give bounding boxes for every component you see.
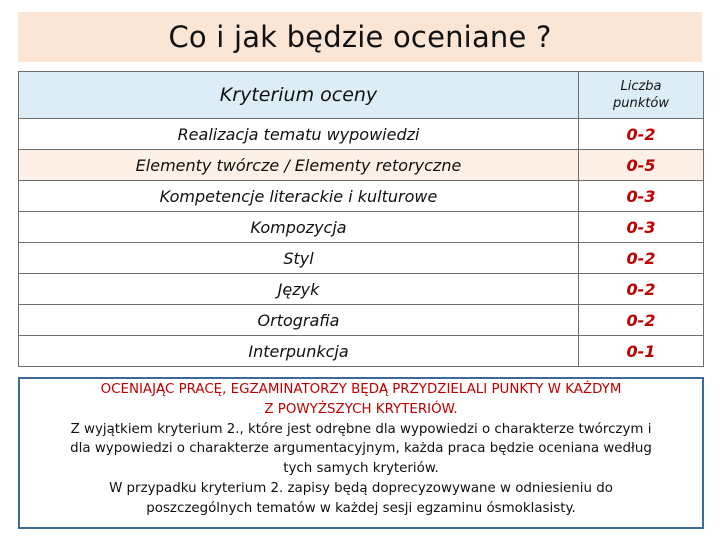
criterion-cell: Język: [19, 274, 579, 305]
table-row: [19, 274, 704, 305]
criterion-cell: Interpunkcja: [19, 336, 579, 367]
points-cell: 0-2: [579, 119, 704, 150]
note-text-line: W przypadku kryterium 2. zapisy będą doprecyzowywane w odniesieniu do: [109, 480, 613, 496]
table-row: [19, 119, 704, 150]
note-text-line: poszczególnych tematów w każdej sesji egzaminu ósmoklasisty.: [146, 500, 576, 516]
points-cell: 0-2: [579, 305, 704, 336]
table-row: [19, 243, 704, 274]
criterion-cell: Kompozycja: [19, 212, 579, 243]
note-text-line: dla wypowiedzi o charakterze argumentacyjnym, każda praca będzie oceniana według: [70, 441, 652, 457]
table-row: [19, 336, 704, 367]
title-banner: [18, 12, 702, 62]
points-cell: 0-1: [579, 336, 704, 367]
table-row: [19, 305, 704, 336]
table-header-row: [19, 72, 704, 119]
table-row: [19, 212, 704, 243]
points-cell: 0-2: [579, 274, 704, 305]
criterion-cell: Kompetencje literackie i kulturowe: [19, 181, 579, 212]
note-warning-line: Z POWYŻSZYCH KRYTERIÓW.: [264, 401, 458, 417]
points-cell: 0-3: [579, 181, 704, 212]
header-points-label: Liczba punktów: [613, 79, 669, 111]
criterion-cell: Ortografia: [19, 305, 579, 336]
criterion-cell: Styl: [19, 243, 579, 274]
header-points: [579, 72, 704, 119]
page-title: Co i jak będzie oceniane ?: [168, 20, 552, 54]
table-row: [19, 150, 704, 181]
criterion-cell: Elementy twórcze / Elementy retoryczne: [19, 150, 579, 181]
points-cell: 0-5: [579, 150, 704, 181]
criteria-table: [18, 71, 704, 367]
note-warning-line: OCENIAJĄC PRACĘ, EGZAMINATORZY BĘDĄ PRZYDZIELALI PUNKTY W KAŻDYM: [100, 382, 622, 397]
points-cell: 0-3: [579, 212, 704, 243]
note-text-line: tych samych kryteriów.: [283, 461, 439, 477]
scoring-note-box: [18, 377, 704, 529]
note-text-line: Z wyjątkiem kryterium 2., które jest odrębne dla wypowiedzi o charakterze twórczym i: [70, 421, 652, 437]
criterion-cell: Realizacja tematu wypowiedzi: [19, 119, 579, 150]
header-criterion: Kryterium oceny: [19, 72, 579, 119]
table-row: [19, 181, 704, 212]
points-cell: 0-2: [579, 243, 704, 274]
